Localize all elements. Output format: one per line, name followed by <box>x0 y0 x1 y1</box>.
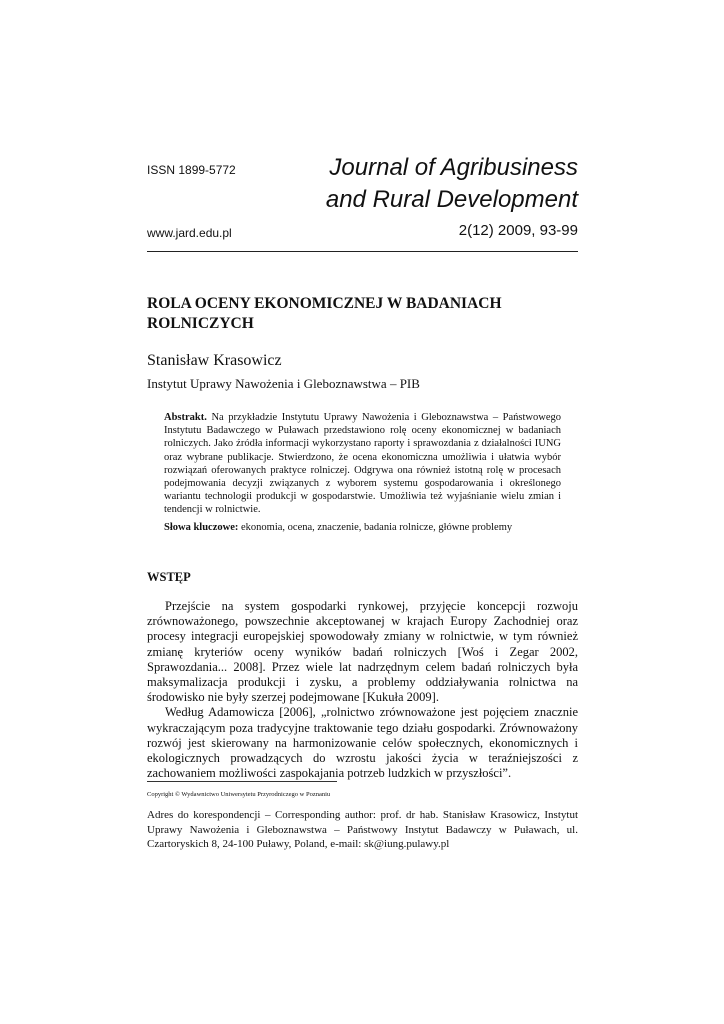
abstract <box>164 411 561 517</box>
abstract-text: Na przykładzie Instytutu Uprawy Nawożenia i Gleboznawstwa – Państwowego Instytutu Badawczego w Puławach przedstawiono rolę oceny ekonomicznej w badaniach rolniczych. Jako źródła informacji wykorzystano raporty i sprawozdania z działalności IUNG oraz wybrane publikacje. Stwierdzono, że ocena ekonomiczna umożliwia i ułatwia wybór rozwiązań oferowanych praktyce rolniczej. Odgrywa ona również istotną rolę w procesach podejmowania decyzji związanych z wyborem systemu gospodarowania i określonego wariantu technologii produkcji w gospodarstwie. Umożliwia też wyjaśnianie wielu zmian i tendencji w rolnictwie. <box>164 412 562 516</box>
journal-title-line2: and Rural Development <box>325 186 578 213</box>
journal-title <box>300 152 578 216</box>
keywords-label: Słowa kluczowe: <box>164 522 239 533</box>
article-title-line1: ROLA OCENY EKONOMICZNEJ W BADANIACH <box>147 295 502 312</box>
keywords <box>164 521 564 534</box>
author-affiliation: Instytut Uprawy Nawożenia i Gleboznawstwa – PIB <box>147 376 420 391</box>
issn-label: ISSN 1899-5772 <box>147 163 236 177</box>
section-body <box>147 599 578 781</box>
journal-title-line1: Journal of Agribusiness <box>329 154 578 181</box>
header-divider <box>147 251 578 252</box>
keywords-text: ekonomia, ocena, znaczenie, badania rolnicze, główne problemy <box>241 522 513 533</box>
section-heading: WSTĘP <box>147 570 191 584</box>
body-paragraph-1: Przejście na system gospodarki rynkowej, przyjęcie koncepcji rozwoju zrównoważonego, powszechnie akceptowanej w krajach Europy Zachodniej oraz procesy integracji europejskiej spowodowały zmiany w rolnictwie, w tym również zmianę kryteriów oceny wyników badań rolniczych [Woś i Zegar 2002, Sprawozdania... 2008]. Przez wiele lat nadrzędnym celem badań rolniczych była maksymalizacja produkcji i zysku, a problemy oddziaływania rolnictwa na środowisko nie były szerzej podejmowane [Kukuła 2009]. <box>147 599 578 705</box>
footnote-divider <box>147 781 337 782</box>
correspondence-address: Adres do korespondencji – Corresponding author: prof. dr hab. Stanisław Krasowicz, Instytut Uprawy Nawożenia i Gleboznawstwa – Państwowy Instytut Badawczy w Puławach, ul. Czartoryskich 8, 24-100 Puławy, Poland, e-mail: sk@iung.pulawy.pl <box>147 809 578 850</box>
article-title <box>147 294 578 334</box>
author-name: Stanisław Krasowicz <box>147 352 282 369</box>
body-paragraph-2: Według Adamowicza [2006], „rolnictwo zrównoważone jest pojęciem znacznie wykraczającym poza tradycyjne traktowanie tego działu gospodarki. Zrównoważony rozwój jest skierowany na harmonizowanie celów społecznych, ekonomicznych i ekologicznych prowadzących do wzrostu jakości życia w teraźniejszości z zachowaniem możliwości zaspokajania potrzeb ludzkich w przyszłości”. <box>147 705 578 781</box>
copyright-notice: Copyright © Wydawnictwo Uniwersytetu Przyrodniczego w Poznaniu <box>147 791 331 798</box>
issue-info: 2(12) 2009, 93-99 <box>458 222 578 239</box>
article-title-line2: ROLNICZYCH <box>147 315 254 332</box>
abstract-label: Abstrakt. <box>164 412 207 423</box>
journal-website: www.jard.edu.pl <box>147 226 232 240</box>
